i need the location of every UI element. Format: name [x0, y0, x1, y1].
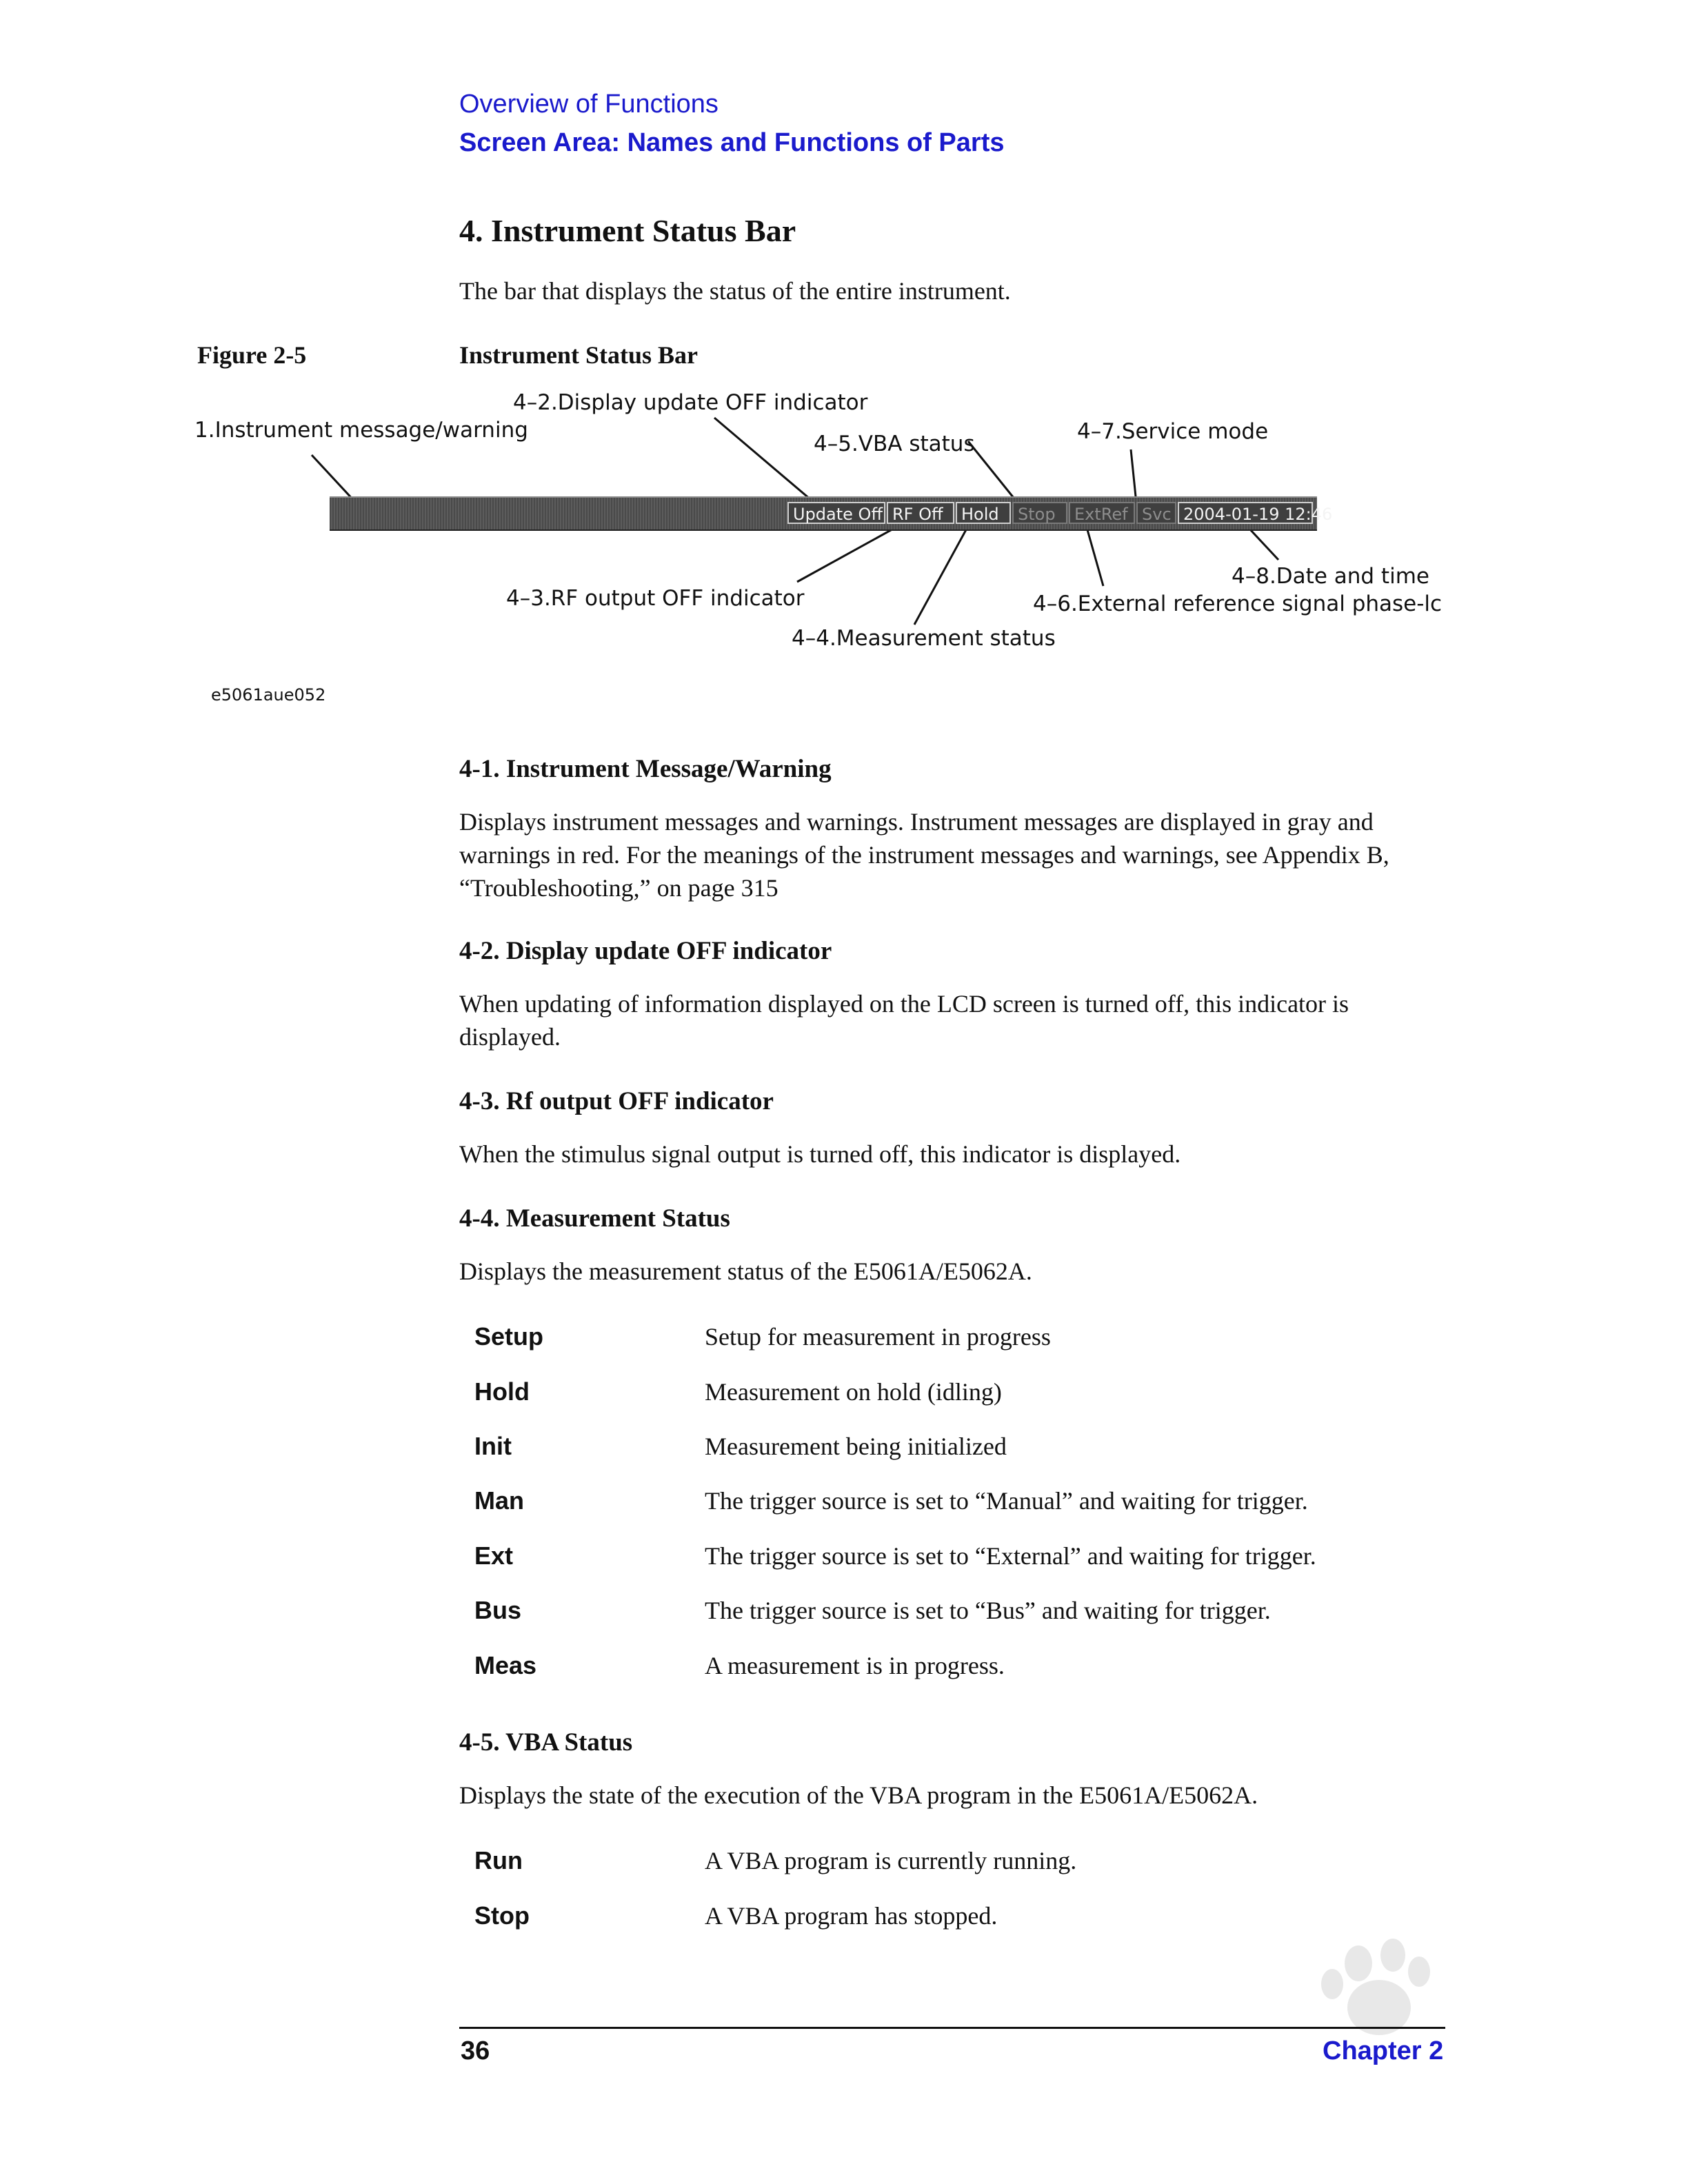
leader-line-5 — [968, 441, 1019, 505]
status-rf-off: RF Off — [887, 502, 954, 524]
item-4-4-title: 4-4. Measurement Status — [459, 1204, 730, 1233]
table-row-desc: A VBA program is currently running. — [705, 1847, 1077, 1874]
status-svc: Svc — [1136, 502, 1176, 524]
section-title: 4. Instrument Status Bar — [459, 213, 796, 248]
table-row-key: Hold — [474, 1377, 530, 1406]
status-extref: ExtRef — [1069, 502, 1135, 524]
table-row-key: Ext — [474, 1541, 514, 1570]
item-4-5-title: 4-5. VBA Status — [459, 1728, 633, 1757]
status-datetime: 2004-01-19 12:46 — [1178, 502, 1313, 524]
table-row-desc: A VBA program has stopped. — [705, 1902, 998, 1930]
callout-service-mode: 4–7.Service mode — [1077, 419, 1269, 444]
callout-instrument-message: 1.Instrument message/warning — [194, 418, 528, 443]
item-4-4-body: Displays the measurement status of the E5061A/E5062A. — [459, 1257, 1032, 1285]
item-4-3-body: When the stimulus signal output is turned off, this indicator is displayed. — [459, 1140, 1181, 1168]
callout-external-reference: 4–6.External reference signal phase-lc — [1033, 592, 1443, 616]
leader-line-4 — [914, 518, 972, 625]
callout-vba-status: 4–5.VBA status — [814, 432, 975, 456]
callout-measurement-status: 4–4.Measurement status — [792, 626, 1056, 651]
watermark-logo — [1186, 1930, 1572, 2110]
chapter-label: Chapter 2 — [1323, 2036, 1444, 2065]
footer-rule — [459, 2027, 1445, 2029]
item-4-3-title: 4-3. Rf output OFF indicator — [459, 1087, 774, 1115]
table-row-key: Init — [474, 1432, 512, 1460]
table-row-desc: The trigger source is set to “Bus” and waiting for trigger. — [705, 1597, 1271, 1624]
leader-line-6 — [1085, 523, 1103, 586]
table-row-desc: Measurement being initialized — [705, 1433, 1007, 1460]
table-row-key: Stop — [474, 1901, 530, 1930]
item-4-2-body: When updating of information displayed on the LCD screen is turned off, this indicator is displayed. — [459, 990, 1349, 1051]
item-4-5-body: Displays the state of the execution of the VBA program in the E5061A/E5062A. — [459, 1781, 1258, 1809]
item-4-1-title: 4-1. Instrument Message/Warning — [459, 755, 832, 783]
breadcrumb-section: Screen Area: Names and Functions of Parts — [459, 128, 1005, 157]
table-row-desc: The trigger source is set to “External” and waiting for trigger. — [705, 1542, 1316, 1570]
table-row-desc: Measurement on hold (idling) — [705, 1378, 1002, 1406]
figure-id: e5061aue052 — [211, 685, 326, 705]
callout-display-update-off: 4–2.Display update OFF indicator — [513, 390, 868, 415]
table-row-key: Run — [474, 1846, 523, 1874]
status-update-off: Update Off — [787, 502, 885, 524]
item-4-2-title: 4-2. Display update OFF indicator — [459, 937, 832, 965]
table-row-desc: A measurement is in progress. — [705, 1652, 1005, 1679]
item-4-1-body: Displays instrument messages and warnings. Instrument messages are displayed in gray and warnings in red. For the meanings of the instrument messages and warnings, see Appendix B, “Troubleshooting,” on page 315 — [459, 808, 1389, 902]
table-row-key: Meas — [474, 1651, 537, 1679]
instrument-status-bar — [330, 496, 1333, 531]
status-measurement-hold: Hold — [956, 502, 1011, 524]
breadcrumb-overview: Overview of Functions — [459, 90, 719, 119]
callout-rf-output-off: 4–3.RF output OFF indicator — [506, 586, 805, 611]
table-row-desc: The trigger source is set to “Manual” and waiting for trigger. — [705, 1487, 1308, 1515]
section-intro: The bar that displays the status of the entire instrument. — [459, 277, 1011, 305]
figure-title: Instrument Status Bar — [459, 341, 699, 369]
leader-line-2 — [714, 418, 815, 503]
table-row-desc: Setup for measurement in progress — [705, 1323, 1051, 1351]
page-number: 36 — [461, 2036, 490, 2065]
table-row-key: Man — [474, 1486, 524, 1515]
figure-label: Figure 2-5 — [197, 341, 307, 369]
status-vba-stop: Stop — [1012, 502, 1067, 524]
table-row-key: Setup — [474, 1322, 544, 1351]
leader-line-7 — [1131, 449, 1136, 503]
callout-extref-clip — [1033, 592, 1452, 622]
callout-date-time: 4–8.Date and time — [1232, 564, 1429, 589]
table-row-key: Bus — [474, 1596, 522, 1624]
